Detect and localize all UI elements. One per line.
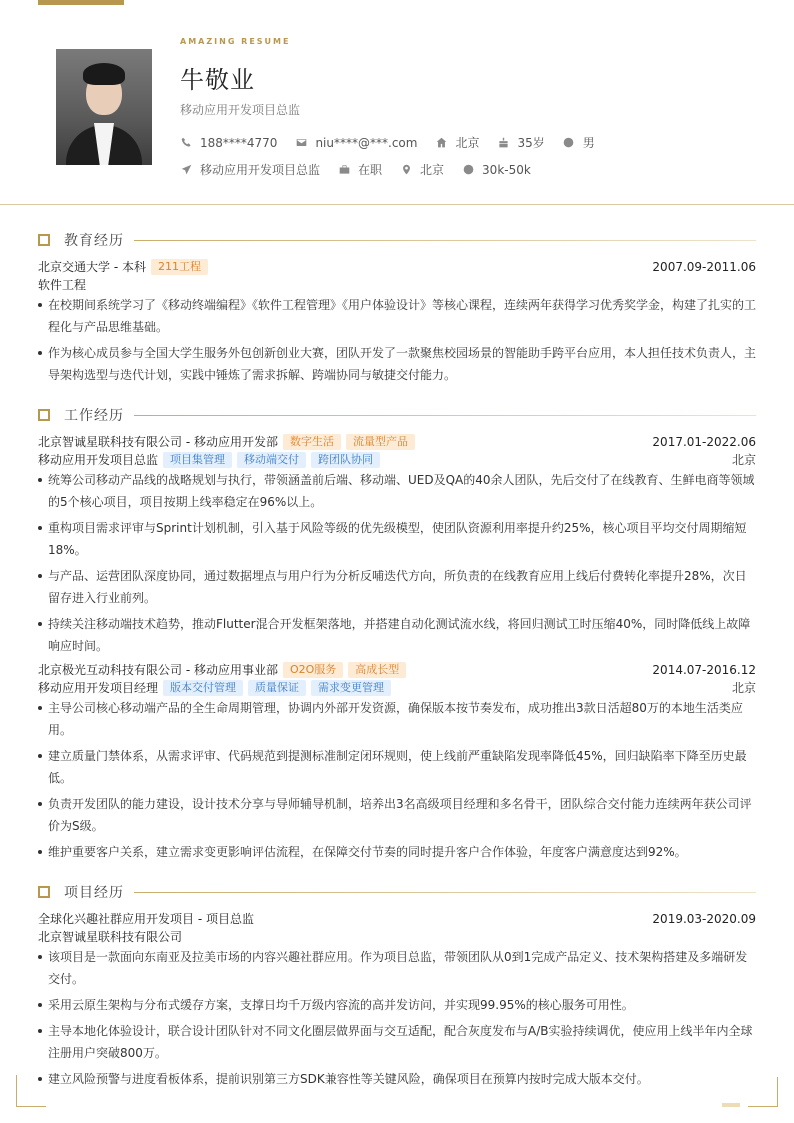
home-icon — [435, 137, 447, 149]
phone-info — [180, 136, 277, 150]
project-company: 北京智诚星联科技有限公司 — [38, 930, 183, 944]
job-2-location: 北京 — [731, 681, 756, 695]
list-item: 采用云原生架构与分布式缓存方案，支撑日均千万级内容流的高并发访问，并实现99.95%的核心服务可用性。 — [38, 994, 756, 1016]
list-item: 主导本地化体验设计，联合设计团队针对不同文化圈层做界面与交互适配，配合灰度发布与A/B实验持续调优，使应用上线半年内全球注册用户突破800万。 — [38, 1020, 756, 1064]
job-2-company: 北京极光互动科技有限公司 - 移动应用事业部 — [38, 663, 278, 677]
section-square-icon — [38, 409, 50, 421]
job-1-date: 2017.01-2022.06 — [652, 434, 756, 449]
candidate-title: 移动应用开发项目总监 — [180, 103, 301, 117]
work-section-title: 工作经历 — [38, 405, 756, 425]
job-1-location: 北京 — [731, 453, 756, 467]
candidate-name: 牛敬业 — [180, 66, 255, 94]
job-2-date: 2014.07-2016.12 — [652, 662, 756, 677]
education-date: 2007.09-2011.06 — [652, 259, 756, 274]
page-marker — [722, 1103, 740, 1107]
status-text: 在职 — [358, 163, 383, 177]
salary-info — [462, 163, 531, 177]
intent-city-info — [400, 161, 444, 178]
email-info — [295, 136, 417, 150]
phone-icon — [180, 137, 192, 149]
role-tag: 跨团队协同 — [311, 452, 380, 468]
education-section-title: 教育经历 — [38, 230, 756, 250]
money-icon — [462, 164, 474, 176]
role-tag: 项目集管理 — [163, 452, 232, 468]
job-1-company: 北京智诚星联科技有限公司 - 移动应用开发部 — [38, 435, 278, 449]
location-pin-icon — [400, 164, 412, 176]
city-info — [435, 134, 479, 151]
education-major-row — [38, 276, 756, 293]
project-date: 2019.03-2020.09 — [652, 911, 756, 926]
age-text: 35岁 — [517, 136, 545, 150]
job-2-role: 移动应用开发项目经理 — [38, 681, 159, 695]
city-text: 北京 — [455, 136, 480, 150]
job-2-role-row — [38, 679, 756, 696]
role-tag: 版本交付管理 — [163, 680, 243, 696]
major: 软件工程 — [38, 278, 87, 292]
list-item: 建立风险预警与进度看板体系，提前识别第三方SDK兼容性等关键风险，确保项目在预算内按时完成大版本交付。 — [38, 1068, 756, 1090]
list-item: 主导公司核心移动端产品的全生命周期管理，协调内外部开发资源，确保版本按节奏发布，成功推出3款日活超80万的本地生活类应用。 — [38, 697, 756, 741]
project-company-row — [38, 928, 756, 945]
role-tag: 质量保证 — [248, 680, 306, 696]
project-name: 全球化兴趣社群应用开发项目 - 项目总监 — [38, 912, 254, 926]
gender-info — [563, 134, 595, 151]
role-tag: 移动端交付 — [237, 452, 306, 468]
job-1-role-row — [38, 451, 756, 468]
projects-section-title: 项目经历 — [38, 882, 756, 902]
intent-position-text: 移动应用开发项目总监 — [200, 163, 321, 177]
corner-decoration-right — [748, 1077, 778, 1107]
phone-text: 188****4770 — [200, 135, 278, 150]
list-item: 持续关注移动端技术趋势，推动Flutter混合开发框架落地，并搭建自动化测试流水线，将回归测试工时压缩40%，同时降低线上故障响应时间。 — [38, 613, 756, 657]
salary-text: 30k-50k — [482, 162, 531, 177]
age-info — [497, 134, 544, 151]
list-item: 该项目是一款面向东南亚及拉美市场的内容兴趣社群应用。作为项目总监，带领团队从0到1完成产品定义、技术架构搭建及多端研发交付。 — [38, 946, 756, 990]
avatar-photo — [56, 49, 152, 165]
contact-row — [180, 134, 613, 151]
job-tag: 流量型产品 — [346, 434, 415, 450]
corner-decoration-left — [16, 1075, 46, 1107]
list-item: 维护重要客户关系，建立需求变更影响评估流程，在保障交付节奏的同时提升客户合作体验，年度客户满意度达到92%。 — [38, 841, 756, 863]
school-tag: 211工程 — [151, 259, 208, 275]
project-bullets — [38, 946, 756, 1094]
job-1-head — [38, 433, 756, 450]
section-square-icon — [38, 886, 50, 898]
list-item: 作为核心成员参与全国大学生服务外包创新创业大赛，团队开发了一款聚焦校园场景的智能助手跨平台应用，本人担任技术负责人，主导架构选型与迭代计划，实践中锤炼了需求拆解、跨端协同与敏捷交付能力。 — [38, 342, 756, 386]
intent-position-info — [180, 161, 320, 178]
brand-label: AMAZING RESUME — [180, 37, 291, 46]
job-1-role: 移动应用开发项目总监 — [38, 453, 159, 467]
list-item: 在校期间系统学习了《移动终端编程》《软件工程管理》《用户体验设计》等核心课程，连续两年获得学习优秀奖学金，构建了扎实的工程化与产品思维基础。 — [38, 294, 756, 338]
list-item: 负责开发团队的能力建设，设计技术分享与导师辅导机制，培养出3名高级项目经理和多名骨干，团队综合交付能力连续两年获公司评价为S级。 — [38, 793, 756, 837]
send-icon — [180, 164, 192, 176]
job-1-bullets — [38, 469, 756, 661]
job-tag: 数字生活 — [283, 434, 341, 450]
cake-icon — [497, 137, 509, 149]
school-name: 北京交通大学 - 本科 — [38, 260, 146, 274]
job-tag: 高成长型 — [348, 662, 406, 678]
gender-icon — [563, 137, 575, 149]
job-tag: O2O服务 — [283, 662, 343, 678]
gender-text: 男 — [582, 136, 595, 150]
job-2-bullets — [38, 697, 756, 867]
list-item: 统筹公司移动产品线的战略规划与执行，带领涵盖前后端、移动端、UED及QA的40余人团队，先后交付了在线教育、生鲜电商等领域的5个核心项目，项目按期上线率稳定在96%以上。 — [38, 469, 756, 513]
list-item: 建立质量门禁体系，从需求评审、代码规范到提测标准制定闭环规则，使上线前严重缺陷发现率降低45%，回归缺陷率下降至历史最低。 — [38, 745, 756, 789]
resume-header — [0, 0, 794, 205]
role-tag: 需求变更管理 — [311, 680, 391, 696]
section-square-icon — [38, 234, 50, 246]
mail-icon — [295, 137, 307, 149]
job-2-head — [38, 661, 756, 678]
email-text: niu****@***.com — [315, 135, 418, 150]
status-info — [338, 161, 382, 178]
list-item: 与产品、运营团队深度协同，通过数据埋点与用户行为分析反哺迭代方向，所负责的在线教育应用上线后付费转化率提升28%，次日留存进入行业前列。 — [38, 565, 756, 609]
education-entry-head — [38, 258, 756, 275]
intent-city-text: 北京 — [420, 163, 445, 177]
project-head — [38, 910, 756, 927]
briefcase-icon — [338, 164, 350, 176]
job-intent-row — [180, 161, 549, 178]
education-bullets — [38, 294, 756, 390]
list-item: 重构项目需求评审与Sprint计划机制，引入基于风险等级的优先级模型，使团队资源利用率提升约25%，核心项目平均交付周期缩短18%。 — [38, 517, 756, 561]
